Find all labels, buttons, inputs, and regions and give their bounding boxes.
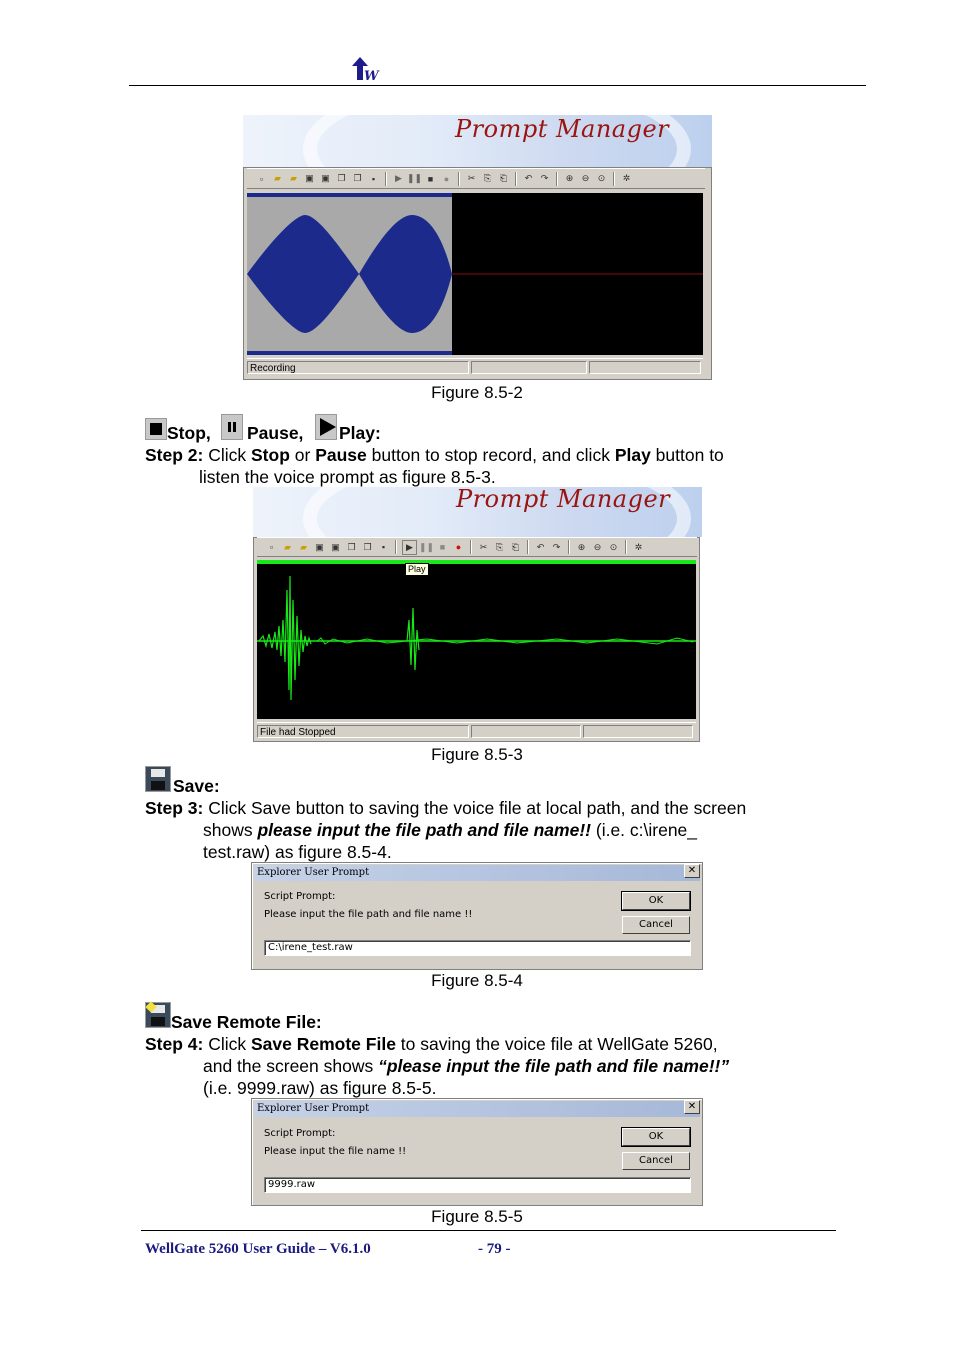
copy-window-icon[interactable]: ❐ [337,173,346,183]
caption-8-5-5: Figure 8.5-5 [431,1207,523,1226]
bold-save-remote: Save Remote File [251,1034,396,1054]
pause-icon [221,414,243,440]
text: or [289,445,316,465]
stop-icon[interactable]: ■ [427,173,434,184]
text: and the screen shows [203,1056,379,1076]
waveform-display[interactable] [257,560,696,719]
cancel-button[interactable]: Cancel [622,916,690,934]
page-number: - 79 - [478,1241,511,1257]
properties-icon[interactable]: ❐ [353,173,362,183]
bold-play: Play [614,445,651,465]
toolbar [257,537,697,557]
banner-title: Prompt Manager [455,115,670,143]
step-3-line-2 [203,819,697,841]
step-2-label: Step 2: [145,445,204,465]
ok-button[interactable]: OK [622,892,690,910]
save-remote-file-icon [145,1002,171,1028]
step-4-line-3: (i.e. 9999.raw) as figure 8.5-5. [203,1078,437,1098]
toolbar [247,168,705,189]
copy-icon[interactable]: ⎘ [495,541,504,552]
zoom-fit-icon[interactable]: ⊙ [597,173,606,183]
cut-icon[interactable]: ✂ [467,173,476,183]
save-icon[interactable]: ▣ [315,541,324,552]
zoom-out-icon[interactable]: ⊖ [581,173,590,183]
bold-italic-prompt: please input the file path and file name!! [257,820,591,840]
step-4-line-2 [203,1055,729,1077]
cancel-button[interactable]: Cancel [622,1152,690,1170]
file-path-input[interactable]: C:\irene_test.raw [264,940,691,956]
caption-8-5-4: Figure 8.5-4 [431,971,523,990]
text: Click Save button to saving the voice file at local path, and the screen [203,798,747,818]
record-lock-icon[interactable]: ▪ [381,542,386,552]
ok-button[interactable]: OK [622,1128,690,1146]
header-logo [350,56,380,82]
play-icon[interactable]: ▶ [402,540,417,555]
record-icon[interactable]: ● [455,542,462,552]
text: to saving the voice file at WellGate 5260, [395,1034,718,1054]
play-tooltip: Play [405,563,429,576]
prompt-message: Please input the file name !! [264,1146,407,1157]
save-floppy-icon [145,766,171,792]
pause-icon[interactable]: ❚❚ [406,173,423,183]
bold-stop: Stop [251,445,290,465]
text: button to stop record, and click [366,445,615,465]
footer-rule [141,1230,836,1231]
explorer-user-prompt-dialog [251,862,703,970]
cut-icon[interactable]: ✂ [479,541,488,552]
script-prompt-label: Script Prompt: [264,891,336,902]
open-remote-icon[interactable]: ▰ [290,173,297,183]
footer-title: WellGate 5260 User Guide – V6.1.0 [145,1241,371,1257]
redo-icon[interactable]: ↷ [552,541,561,552]
properties-icon[interactable]: ❐ [363,541,372,552]
script-prompt-label: Script Prompt: [264,1128,336,1139]
zoom-out-icon[interactable]: ⊖ [593,541,602,552]
step-2-line-1 [145,444,724,466]
step-4-label: Step 4: [145,1034,204,1054]
save-heading: Save: [173,776,220,796]
new-file-icon[interactable]: ▫ [269,542,274,552]
explorer-user-prompt-dialog [251,1098,703,1206]
waveform-svg [247,193,703,355]
zoom-fit-icon[interactable]: ⊙ [609,541,618,552]
open-remote-icon[interactable]: ▰ [300,541,307,552]
step-2-line-2: listen the voice prompt as figure 8.5-3. [199,467,496,487]
copy-icon[interactable]: ⎘ [483,173,492,183]
bold-pause: Pause [315,445,367,465]
step-3-line-3: test.raw) as figure 8.5-4. [203,842,392,862]
file-name-input[interactable]: 9999.raw [264,1177,691,1193]
dialog-title: Explorer User Prompt [254,865,700,881]
play-icon [315,414,337,440]
step-4-line-1 [145,1033,718,1055]
effects-icon[interactable]: ✲ [622,173,631,183]
new-file-icon[interactable]: ▫ [259,173,264,184]
status-text: Recording [247,361,469,374]
step-3-label: Step 3: [145,798,204,818]
zoom-in-icon[interactable]: ⊕ [577,541,586,552]
status-bar [247,358,703,376]
paste-icon[interactable]: ⎗ [511,541,520,552]
close-icon[interactable]: ✕ [684,864,700,878]
record-icon[interactable]: ● [443,173,450,184]
zoom-in-icon[interactable]: ⊕ [565,173,574,183]
save-remote-icon[interactable]: ▣ [321,173,330,183]
banner-title: Prompt Manager [456,487,671,513]
pause-icon[interactable]: ❚❚ [418,541,435,552]
step-3-line-1 [145,797,746,819]
text: button to [650,445,724,465]
undo-icon[interactable]: ↶ [536,541,545,552]
play-label: Play: [339,423,381,443]
stop-label: Stop, [167,423,211,443]
arrow-logo-icon [350,56,380,82]
svg-text:W: W [364,69,379,82]
record-lock-icon[interactable]: ▪ [371,173,376,184]
text: shows [203,820,258,840]
pause-label: Pause, [247,423,304,443]
save-icon[interactable]: ▣ [305,173,314,183]
waveform-display[interactable] [247,193,703,355]
text: Click [203,1034,251,1054]
prompt-manager-banner [243,115,712,167]
header-rule [129,85,866,86]
text: Click [203,445,251,465]
save-remote-icon[interactable]: ▣ [331,541,340,552]
undo-icon[interactable]: ↶ [524,173,533,183]
redo-icon[interactable]: ↷ [540,173,549,183]
effects-icon[interactable]: ✲ [634,541,643,552]
save-remote-heading: Save Remote File: [171,1012,322,1032]
dialog-title: Explorer User Prompt [254,1101,700,1117]
caption-8-5-3: Figure 8.5-3 [431,745,523,764]
paste-icon[interactable]: ⎗ [499,173,508,183]
play-icon[interactable]: ▶ [395,173,402,183]
stop-icon[interactable]: ■ [439,542,446,552]
status-bar [257,722,696,739]
prompt-manager-banner [253,487,702,537]
waveform-svg [257,560,696,719]
caption-8-5-2: Figure 8.5-2 [431,383,523,402]
stop-icon [145,418,167,440]
close-icon[interactable]: ✕ [684,1100,700,1114]
status-text: File had Stopped [257,725,469,738]
open-folder-icon[interactable]: ▰ [274,173,281,183]
open-folder-icon[interactable]: ▰ [284,541,291,552]
bold-italic-prompt: “please input the file path and file name!!” [378,1056,730,1076]
copy-window-icon[interactable]: ❐ [347,541,356,552]
prompt-message: Please input the file path and file name !! [264,909,473,920]
text: (i.e. c:\irene_ [591,820,698,840]
